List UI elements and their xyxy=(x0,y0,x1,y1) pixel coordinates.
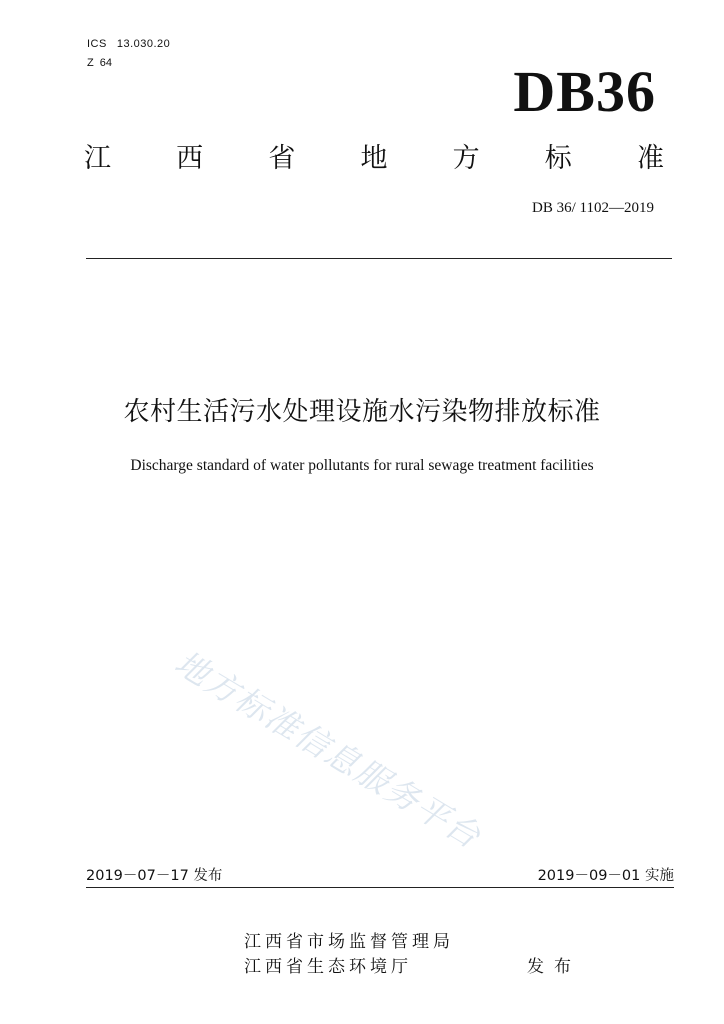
implementation-date: 2019－09－01 实施 xyxy=(537,868,674,884)
standard-type-char: 地 xyxy=(360,143,388,174)
ccs-label: Z xyxy=(87,57,94,69)
standard-type-char: 准 xyxy=(636,143,664,174)
document-title-english: Discharge standard of water pollutants for rural sewage treatment facilities xyxy=(130,457,594,474)
ics-code: 13.030.20 xyxy=(116,38,171,50)
standard-type-char: 标 xyxy=(544,143,572,174)
ccs-classification xyxy=(87,56,112,70)
ics-label: ICS xyxy=(87,38,107,50)
standard-type-char: 省 xyxy=(268,143,296,174)
document-title-chinese: 农村生活污水处理设施水污染物排放标准 xyxy=(123,397,601,427)
standard-code-logo: DB36 xyxy=(513,59,656,124)
standard-type-char: 方 xyxy=(452,143,480,174)
watermark: 地方标准信息服务平台 xyxy=(168,642,489,857)
standard-type xyxy=(84,139,664,179)
ccs-code: 64 xyxy=(99,57,112,69)
issuer-market-regulation: 江西省市场监督管理局 xyxy=(244,932,454,952)
standard-number: DB 36/ 1102—2019 xyxy=(532,200,654,216)
ics-classification xyxy=(87,37,170,51)
standard-type-char: 西 xyxy=(176,143,204,174)
publish-label: 发布 xyxy=(527,957,581,977)
standard-type-char: 江 xyxy=(84,143,111,174)
header-divider xyxy=(86,258,672,259)
footer-divider xyxy=(86,887,674,888)
issuer-ecology-environment: 江西省生态环境厅 xyxy=(244,957,412,977)
issue-date: 2019－07－17 发布 xyxy=(86,868,223,884)
